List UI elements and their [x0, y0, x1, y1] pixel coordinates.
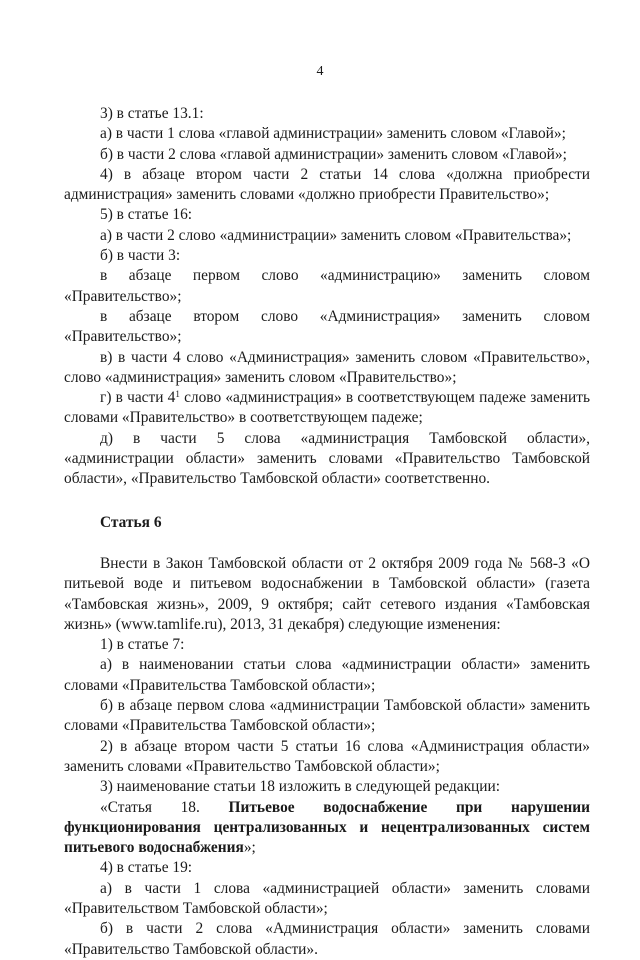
paragraph: б) в части 3:: [100, 247, 181, 265]
paragraph: [64, 798, 590, 859]
paragraph-text: г) в части 4: [100, 389, 176, 407]
paragraph: 1) в статье 7:: [100, 636, 185, 654]
paragraph: а) в части 2 слово «администрации» заменить словом «Правительства»;: [100, 226, 572, 244]
paragraph: Внести в Закон Тамбовской области от 2 октября 2009 года № 568-З «О питьевой воде и питьевом водоснабжении в Тамбовской области» (газета «Тамбовская жизнь», 2009, 9 октября; сайт сетевого издания «Тамбовская жизнь» (www.tamlife.ru), 2013, 31 декабря) следующие изменения:: [64, 554, 590, 633]
spacer: [64, 533, 590, 554]
paragraph: а) в части 1 слова «администрацией области» заменить словами «Правительством Тамбовской области»;: [64, 879, 590, 917]
paragraph: б) в абзаце первом слова «администрации Тамбовской области» заменить словами «Правительства Тамбовской области»;: [64, 697, 590, 735]
paragraph: 4) в статье 19:: [100, 859, 193, 877]
paragraph: в) в части 4 слово «Администрация» заменить словом «Правительство», слово «администрация» заменить словом «Правительство»;: [64, 348, 590, 386]
paragraph: а) в части 1 слова «главой администрации» заменить словом «Главой»;: [100, 125, 566, 143]
paragraph: в абзаце втором слово «Администрация» заменить словом «Правительство»;: [64, 307, 590, 346]
paragraph: 3) в статье 13.1:: [100, 105, 204, 122]
paragraph: [64, 388, 590, 429]
paragraph: в абзаце первом слово «администрацию» заменить словом «Правительство»;: [64, 267, 590, 305]
paragraph: 2) в абзаце втором части 5 статьи 16 слова «Администрация области» заменить словами «Правительство Тамбовской области»;: [64, 737, 590, 775]
spacer: [64, 490, 590, 513]
paragraph: а) в наименовании статьи слова «администрации области» заменить словами «Правительства Тамбовской области»;: [64, 656, 590, 694]
paragraph: б) в части 2 слова «Администрация области» заменить словами «Правительство Тамбовской области».: [64, 920, 590, 958]
paragraph-text: слово «администрация» в соответствующем падеже заменить словами «Правительство» в соответствующем падеже;: [64, 389, 590, 427]
paragraph: б) в части 2 слова «главой администрации» заменить словом «Главой»;: [100, 145, 567, 163]
bold-title: Питьевое водоснабжение при нарушении функционирования централизованных и нецентрализованных систем питьевого водоснабжения: [64, 798, 590, 857]
paragraph: д) в части 5 слова «администрация Тамбовской области», «администрации области» заменить словами «Правительство Тамбовской области», «Правительство Тамбовской области» соответственно.: [64, 429, 590, 488]
page-number: 4: [316, 64, 324, 79]
paragraph: 5) в статье 16:: [100, 206, 193, 224]
superscript: 1: [175, 389, 180, 400]
document-body: [64, 104, 590, 960]
article-heading: Статья 6: [100, 513, 162, 531]
paragraph-text: «Статья 18.: [100, 798, 229, 816]
paragraph: 4) в абзаце втором части 2 статьи 14 слова «должна приобрести администрация» заменить словами «должно приобрести Правительство»;: [64, 165, 590, 204]
paragraph: 3) наименование статьи 18 изложить в следующей редакции:: [100, 778, 501, 796]
paragraph-text: »;: [243, 839, 256, 857]
